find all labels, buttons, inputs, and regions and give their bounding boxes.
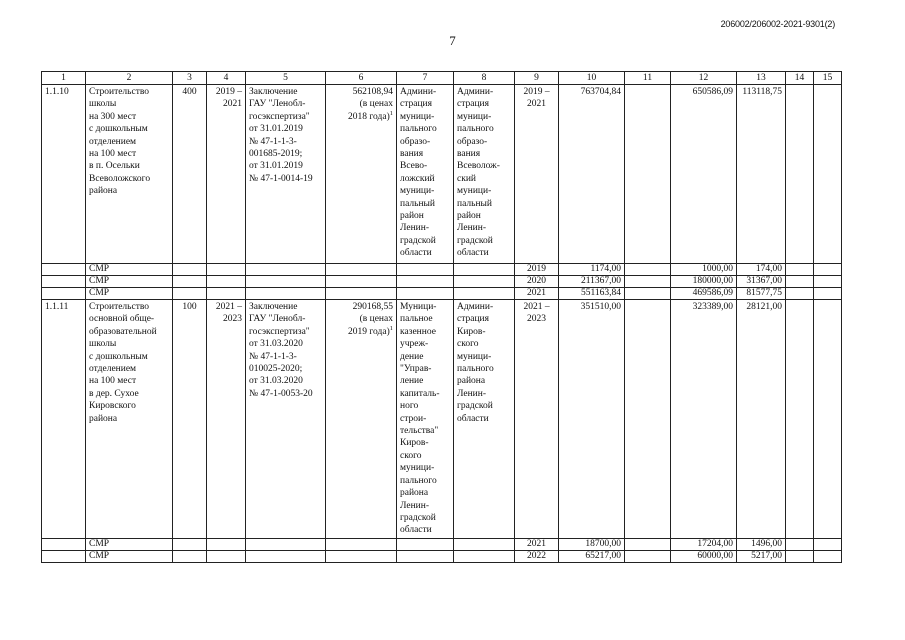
footnote-mark: 1: [389, 324, 393, 332]
financing-years: 2021 – 2023: [515, 300, 559, 539]
empty-cell: [326, 288, 397, 300]
col-14-value: [786, 288, 814, 300]
row-number: [42, 551, 86, 563]
smr-year: 2019: [515, 264, 559, 276]
empty-cell: [173, 539, 207, 551]
document-id: 206002/206002-2021-9301(2): [720, 19, 835, 29]
row-number: [42, 264, 86, 276]
empty-cell: [207, 288, 246, 300]
row-number: [42, 539, 86, 551]
col-11-value: [625, 276, 671, 288]
col-14-value: [786, 551, 814, 563]
total-amount: 763704,84: [559, 85, 625, 264]
object-row: [42, 85, 842, 264]
col-header: 7: [397, 72, 454, 85]
investment-table: [41, 71, 842, 563]
expertise-conclusion: Заключение ГАУ "Ленобл- госэкспертиза" от 31.03.2020 № 47-1-1-3- 010025-2020; от 31.03.2020 № 47-1-0053-20: [246, 300, 326, 539]
empty-cell: [397, 288, 454, 300]
empty-cell: [326, 551, 397, 563]
object-row: [42, 300, 842, 539]
col-header: 10: [559, 72, 625, 85]
col-14-value: [786, 300, 814, 539]
estimated-cost: 290168,55 (в ценах 2019 года)$^1$: [326, 300, 397, 539]
col-15-value: [814, 288, 842, 300]
col-header: 8: [454, 72, 515, 85]
col-header: 5: [246, 72, 326, 85]
smr-regional: 17204,00: [671, 539, 737, 551]
col-14-value: [786, 276, 814, 288]
smr-row: [42, 276, 842, 288]
col-header: 11: [625, 72, 671, 85]
col-header: 13: [737, 72, 786, 85]
col-14-value: [786, 539, 814, 551]
empty-cell: [207, 264, 246, 276]
column-number-row: [42, 72, 842, 85]
col-11-value: [625, 288, 671, 300]
empty-cell: [454, 264, 515, 276]
col-15-value: [814, 85, 842, 264]
smr-local: 31367,00: [737, 276, 786, 288]
table-body: [42, 72, 842, 563]
empty-cell: [326, 276, 397, 288]
empty-cell: [246, 551, 326, 563]
col-15-value: [814, 276, 842, 288]
col-15-value: [814, 264, 842, 276]
col-header: 12: [671, 72, 737, 85]
empty-cell: [454, 539, 515, 551]
empty-cell: [397, 276, 454, 288]
smr-year: 2021: [515, 539, 559, 551]
estimated-cost: 562108,94 (в ценах 2018 года)$^1$: [326, 85, 397, 264]
smr-year: 2021: [515, 288, 559, 300]
empty-cell: [207, 539, 246, 551]
empty-cell: [246, 276, 326, 288]
construction-period: 2021 – 2023: [207, 300, 246, 539]
col-11-value: [625, 551, 671, 563]
object-name: Строительство основной обще- образовательной школы с дошкольным отделением на 100 мест в дер. Сухое Кировского района: [86, 300, 173, 539]
col-header: 14: [786, 72, 814, 85]
col-header: 4: [207, 72, 246, 85]
empty-cell: [173, 264, 207, 276]
smr-total: 551163,84: [559, 288, 625, 300]
total-amount: 351510,00: [559, 300, 625, 539]
col-14-value: [786, 264, 814, 276]
empty-cell: [173, 551, 207, 563]
col-15-value: [814, 539, 842, 551]
empty-cell: [454, 551, 515, 563]
col-11-value: [625, 264, 671, 276]
smr-row: [42, 264, 842, 276]
expertise-conclusion: Заключение ГАУ "Ленобл- госэкспертиза" от 31.01.2019 № 47-1-1-3- 001685-2019; от 31.01.2019 № 47-1-0014-19: [246, 85, 326, 264]
smr-year: 2022: [515, 551, 559, 563]
smr-row: [42, 288, 842, 300]
smr-regional: 1000,00: [671, 264, 737, 276]
empty-cell: [207, 276, 246, 288]
row-number: 1.1.11: [42, 300, 86, 539]
empty-cell: [173, 288, 207, 300]
empty-cell: [173, 276, 207, 288]
col-11-value: [625, 85, 671, 264]
capacity: 400: [173, 85, 207, 264]
local-budget: 113118,75: [737, 85, 786, 264]
object-name: Строительство школы на 300 мест с дошкольным отделением на 100 мест в п. Осельки Всеволожского района: [86, 85, 173, 264]
empty-cell: [397, 551, 454, 563]
col-header: 15: [814, 72, 842, 85]
empty-cell: [454, 276, 515, 288]
recipient: Админи- страция муници- пального образо- вания Всеволож- ский муници- пальный район Ленин- градской области: [454, 85, 515, 264]
page-number: 7: [449, 33, 456, 48]
state-customer: Админи- страция муници- пального образо- вания Всево- ложский муници- пальный район Ленин- градской области: [397, 85, 454, 264]
state-customer: Муници- пальное казенное учреж- дение "Управ- ление капиталь- ного строи- тельства" Киров- ского муници- пального района Ленин- градской области: [397, 300, 454, 539]
regional-budget: 323389,00: [671, 300, 737, 539]
smr-local: 1496,00: [737, 539, 786, 551]
smr-regional: 469586,09: [671, 288, 737, 300]
empty-cell: [326, 539, 397, 551]
empty-cell: [326, 264, 397, 276]
smr-label: СМР: [86, 276, 173, 288]
smr-regional: 60000,00: [671, 551, 737, 563]
empty-cell: [246, 539, 326, 551]
smr-local: 81577,75: [737, 288, 786, 300]
col-header: 1: [42, 72, 86, 85]
local-budget: 28121,00: [737, 300, 786, 539]
col-header: 6: [326, 72, 397, 85]
construction-period: 2019 – 2021: [207, 85, 246, 264]
empty-cell: [207, 551, 246, 563]
smr-total: 1174,00: [559, 264, 625, 276]
capacity: 100: [173, 300, 207, 539]
smr-row: [42, 539, 842, 551]
empty-cell: [397, 539, 454, 551]
row-number: 1.1.10: [42, 85, 86, 264]
smr-regional: 180000,00: [671, 276, 737, 288]
footnote-mark: 1: [389, 109, 393, 117]
smr-total: 211367,00: [559, 276, 625, 288]
recipient: Админи- страция Киров- ского муници- пального района Ленин- градской области: [454, 300, 515, 539]
col-header: 9: [515, 72, 559, 85]
financing-years: 2019 – 2021: [515, 85, 559, 264]
col-11-value: [625, 539, 671, 551]
col-15-value: [814, 300, 842, 539]
smr-label: СМР: [86, 264, 173, 276]
smr-label: СМР: [86, 551, 173, 563]
smr-label: СМР: [86, 539, 173, 551]
smr-row: [42, 551, 842, 563]
empty-cell: [397, 264, 454, 276]
smr-local: 5217,00: [737, 551, 786, 563]
row-number: [42, 288, 86, 300]
col-header: 2: [86, 72, 173, 85]
regional-budget: 650586,09: [671, 85, 737, 264]
col-14-value: [786, 85, 814, 264]
smr-total: 65217,00: [559, 551, 625, 563]
empty-cell: [246, 288, 326, 300]
smr-local: 174,00: [737, 264, 786, 276]
col-15-value: [814, 551, 842, 563]
empty-cell: [246, 264, 326, 276]
empty-cell: [454, 288, 515, 300]
smr-label: СМР: [86, 288, 173, 300]
smr-total: 18700,00: [559, 539, 625, 551]
row-number: [42, 276, 86, 288]
smr-year: 2020: [515, 276, 559, 288]
col-11-value: [625, 300, 671, 539]
col-header: 3: [173, 72, 207, 85]
